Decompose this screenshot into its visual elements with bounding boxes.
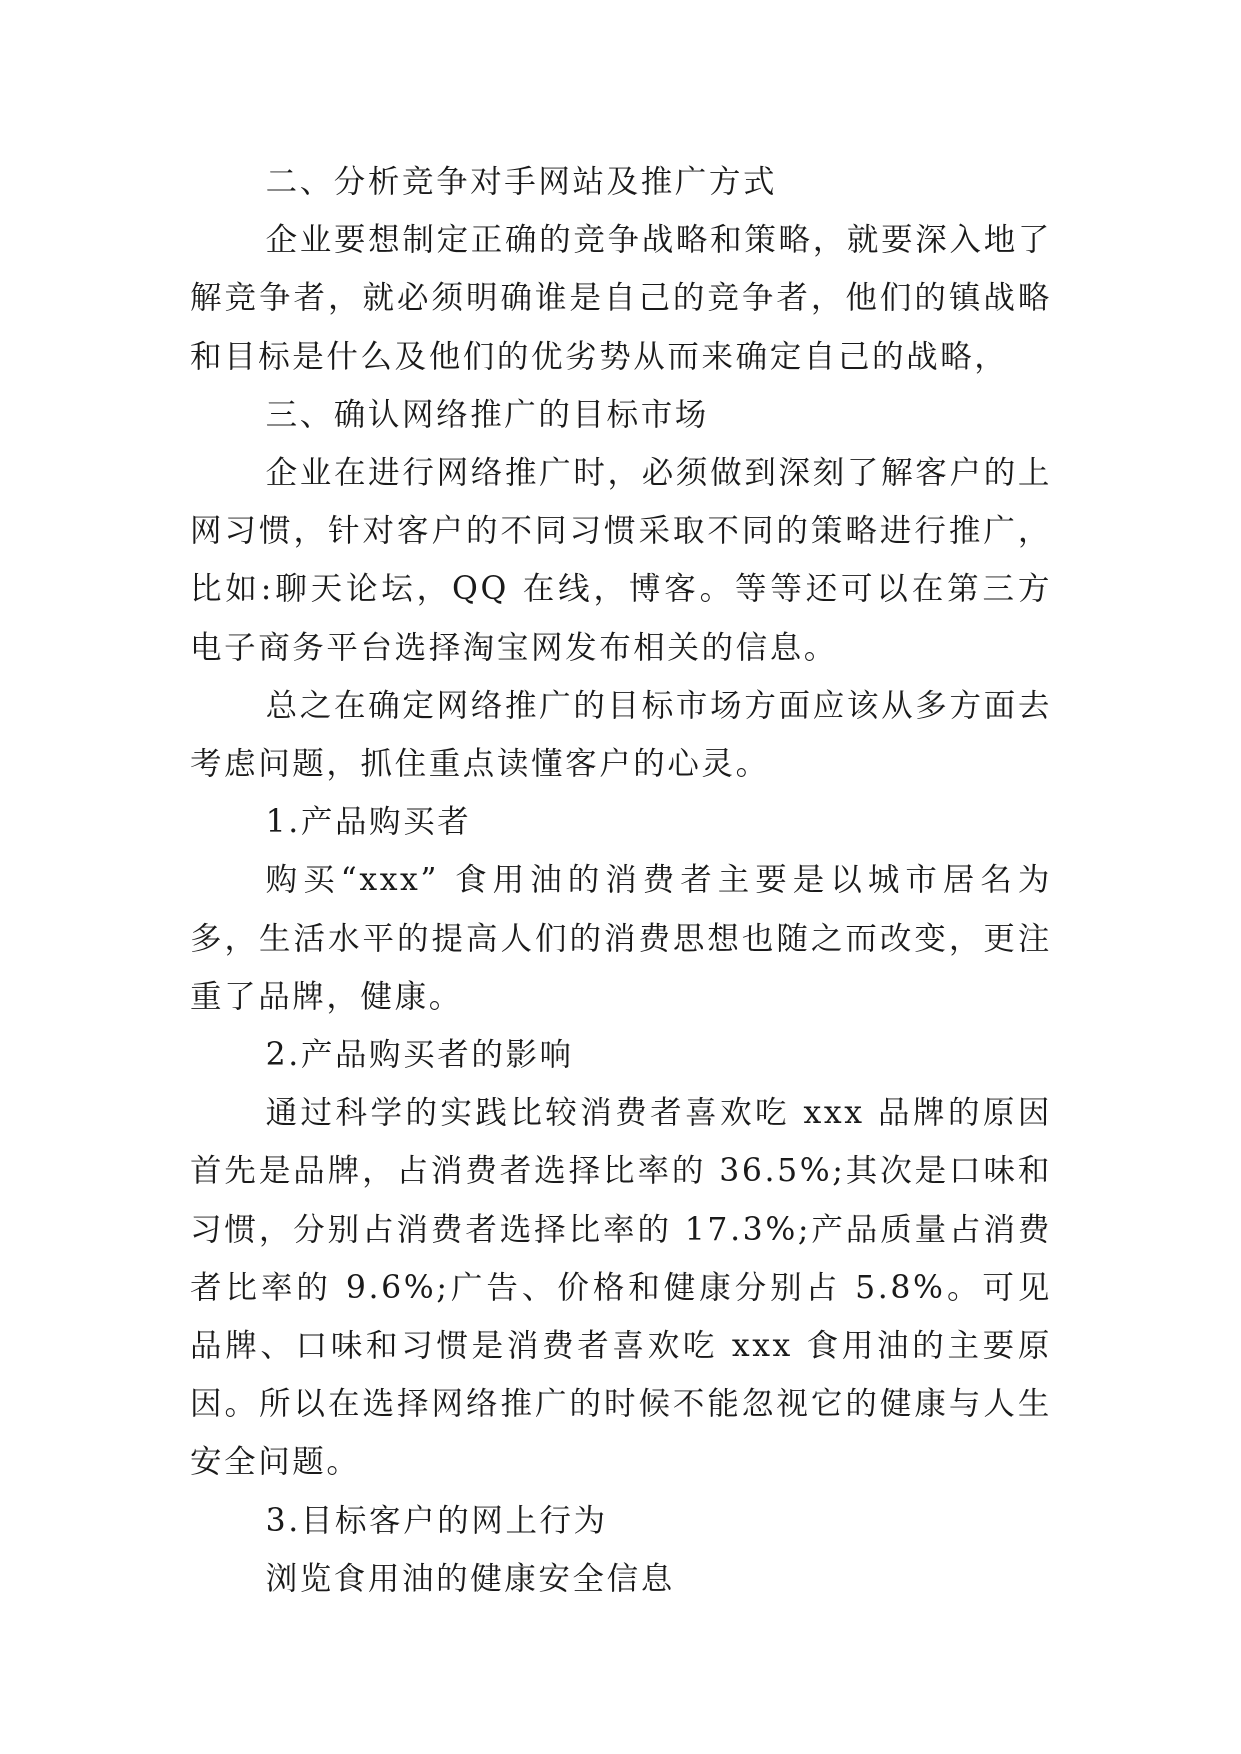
subheading-buyer-influence: 2.产品购买者的影响 [265, 1037, 574, 1074]
subheading-product-buyers: 1.产品购买者 [265, 804, 472, 841]
paragraph-customer-habits: 企业在进行网络推广时，必须做到深刻了解客户的上网习惯，针对客户的不同习惯采取不同的策略进行推广，比如:聊天论坛，QQ 在线，博客。等等还可以在第三方电子商务平台选择淘宝网发布相关的信息。 [190, 455, 1052, 666]
paragraph-summary: 总之在确定网络推广的目标市场方面应该从多方面去考虑问题，抓住重点读懂客户的心灵。 [190, 687, 1052, 783]
subheading-online-behavior: 3.目标客户的网上行为 [265, 1502, 608, 1539]
paragraph-buyer-influence: 通过科学的实践比较消费者喜欢吃 xxx 品牌的原因首先是品牌，占消费者选择比率的 36.5%;其次是口味和习惯，分别占消费者选择比率的 17.3%;产品质量占消费者比率的 9.6%;广告、价格和健康分别占 5.8%。可见品牌、口味和习惯是消费者喜欢吃 xxx 食用油的主要原因。所以在选择网络推广的时候不能忽视它的健康与人生安全问题。 [190, 1095, 1052, 1481]
paragraph-competitor-strategy: 企业要想制定正确的竞争战略和策略，就要深入地了解竞争者，就必须明确谁是自己的竞争者，他们的镇战略和目标是什么及他们的优劣势从而来确定自己的战略， [190, 222, 1052, 375]
paragraph-online-behavior: 浏览食用油的健康安全信息 [265, 1560, 675, 1597]
section-heading-competitor-analysis: 二、分析竞争对手网站及推广方式 [265, 164, 778, 200]
document-body [190, 153, 1052, 1608]
section-heading-target-market: 三、确认网络推广的目标市场 [265, 396, 709, 433]
paragraph-product-buyers: 购买“xxx” 食用油的消费者主要是以城市居名为多，生活水平的提高人们的消费思想也随之而改变，更注重了品牌，健康。 [190, 862, 1052, 1015]
